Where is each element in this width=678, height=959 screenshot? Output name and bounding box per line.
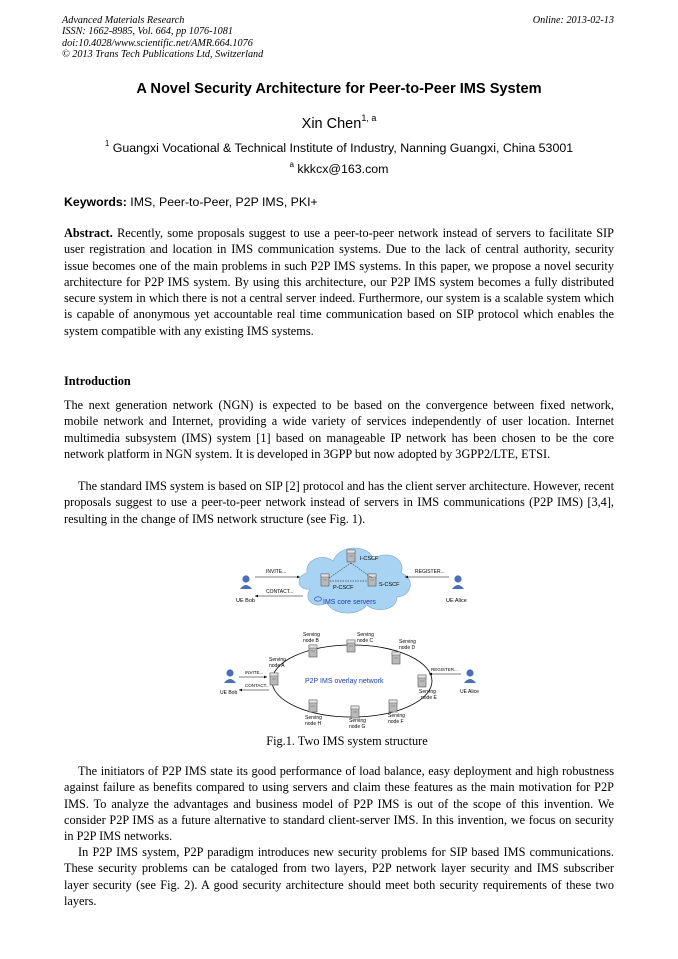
issn-line: ISSN: 1662-8985, Vol. 664, pp 1076-1081: [62, 26, 233, 38]
author-name: Xin Chen: [301, 116, 362, 132]
overlay-label: P2P IMS overlay network: [305, 678, 384, 685]
contact-label: CONTACT...: [266, 589, 294, 595]
icscf-label: I-CSCF: [360, 556, 379, 562]
ue-alice-bottom-label: UE Alice: [460, 689, 479, 695]
pcscf-label: P-CSCF: [333, 585, 354, 591]
serving-node-d-icon: [392, 652, 400, 664]
node-c-l1: Serving: [357, 632, 374, 638]
abstract: [64, 225, 614, 339]
ue-bob-bottom-label: UE Bob: [220, 690, 238, 696]
node-f-l1: Serving: [388, 713, 405, 719]
serving-node-e-icon: [418, 675, 426, 687]
paper-title: A Novel Security Architecture for Peer-to-Peer IMS System: [136, 81, 542, 97]
affiliation: [0, 139, 678, 155]
node-f-l2: node F: [388, 719, 404, 725]
serving-node-g-icon: [351, 706, 359, 718]
author-sup: 1, a: [361, 113, 377, 123]
keywords-text: IMS, Peer-to-Peer, P2P IMS, PKI+: [130, 195, 318, 209]
intro-paragraph-1: The next generation network (NGN) is expected to be based on the convergence between fixed network, mobile network and Internet, providing a wide variety of services independently of user location. Internet multimedia subsystem (IMS) system [1] based on manageable IP network has been chosen to be the core network platform in NGN system. It is developed in 3GPP but now adopted by 3GPP2/LTE, ETSI.: [64, 398, 614, 461]
keywords-label: Keywords:: [64, 195, 127, 209]
scscf-label: S-CSCF: [379, 582, 400, 588]
affiliation-text: Guangxi Vocational & Technical Institute of Industry, Nanning Guangxi, China 53001: [112, 141, 574, 155]
abstract-text: Recently, some proposals suggest to use a peer-to-peer network instead of servers to facilitate SIP user registration and location in IMS communication systems. Due to the lack of central authority, security issue becomes one of the main problems in such P2P IMS systems. In this paper, we propose a novel security architecture for P2P IMS system. By using this architecture, our P2P IMS system becomes a fully distributed secure system in which there is not a central server indeed. Furthermore, our system is a scalable system which is capable of anonymous yet accountable real time communication based on SIP protocol which enables the system compatible with any existing IMS systems.: [64, 226, 614, 338]
ue-alice-bottom-icon: [464, 669, 476, 683]
ue-bob-icon: [240, 575, 252, 589]
node-e-l2: node E: [421, 695, 437, 701]
icscf-server-icon: [347, 550, 355, 562]
copyright-line: © 2013 Trans Tech Publications Ltd, Switzerland: [62, 49, 264, 61]
doi-line: doi:10.4028/www.scientific.net/AMR.664.1076: [62, 37, 253, 49]
scscf-server-icon: [368, 574, 376, 586]
node-h-l1: Serving: [305, 715, 322, 721]
section-heading-introduction: Introduction: [64, 374, 131, 388]
ue-bob-bottom-icon: [224, 669, 236, 683]
node-h-l2: node H: [305, 721, 322, 727]
node-d-l1: Serving: [399, 639, 416, 645]
bottom-contact-label: CONTACT...: [245, 683, 270, 688]
ue-alice-icon: [452, 575, 464, 589]
node-b-l1: Serving: [303, 632, 320, 638]
body-paragraph-3: The initiators of P2P IMS state its good performance of load balance, easy deployment and high robustness against failure as benefits compared to using servers and claim these features as the main motivation for P2P IMS. To analyze the advantages and business model of P2P IMS is out of the scope of this invention. We consider P2P IMS as a future alternative to standard client-server IMS. In this invention, we focus on security in P2P IMS networks.: [64, 764, 614, 844]
node-c-l2: node C: [357, 638, 374, 644]
serving-node-c-icon: [347, 640, 355, 652]
pcscf-server-icon: [321, 574, 329, 586]
journal-name: Advanced Materials Research: [62, 15, 185, 26]
node-b-l2: node B: [303, 638, 319, 644]
email-line: [0, 160, 678, 176]
invite-label: INVITE...: [266, 569, 287, 575]
body-paragraph-4: In P2P IMS system, P2P paradigm introduces new security problems for SIP based IMS communications. These security problems can be cataloged from two layers, P2P network layer security and IMS subscriber layer security (see Fig. 2). A good security architecture should meet both security requirements of these two layers.: [64, 845, 614, 908]
running-header: [62, 15, 263, 61]
node-g-l2: node G: [349, 724, 366, 730]
email-address[interactable]: kkkcx@163.com: [297, 162, 389, 176]
ue-alice-label: UE Alice: [446, 598, 467, 604]
online-date: Online: 2013-02-13: [532, 15, 614, 26]
abstract-label: Abstract.: [64, 226, 113, 240]
bottom-invite-label: INVITE...: [245, 670, 264, 675]
serving-node-h-icon: [309, 700, 317, 712]
node-e-l1: Serving: [419, 689, 436, 695]
figure-ims-structure: [215, 541, 485, 731]
bottom-register-label: REGISTER...: [431, 667, 458, 672]
serving-node-f-icon: [389, 700, 397, 712]
intro-paragraph-2: The standard IMS system is based on SIP [2] protocol and has the client server architecture. However, recent proposals suggest to use a peer-to-peer network instead of servers in IMS communications (P2P IMS) [3,4], resulting in the change of IMS network structure (see Fig. 1).: [64, 479, 614, 526]
cloud-label: IMS core servers: [323, 599, 376, 606]
email-sup: a: [289, 160, 294, 169]
register-label: REGISTER...: [415, 569, 445, 575]
serving-node-a-icon: [270, 673, 278, 685]
figure-caption: Fig.1. Two IMS system structure: [266, 734, 428, 748]
node-d-l2: node D: [399, 645, 416, 651]
node-g-l1: Serving: [349, 718, 366, 724]
keywords: [64, 195, 318, 209]
node-a-l1: Serving: [269, 657, 286, 663]
author-line: [0, 113, 678, 132]
affiliation-sup: 1: [104, 139, 110, 148]
ue-bob-label: UE Bob: [236, 598, 255, 604]
node-a-l2: node A: [269, 663, 285, 669]
serving-node-b-icon: [309, 645, 317, 657]
